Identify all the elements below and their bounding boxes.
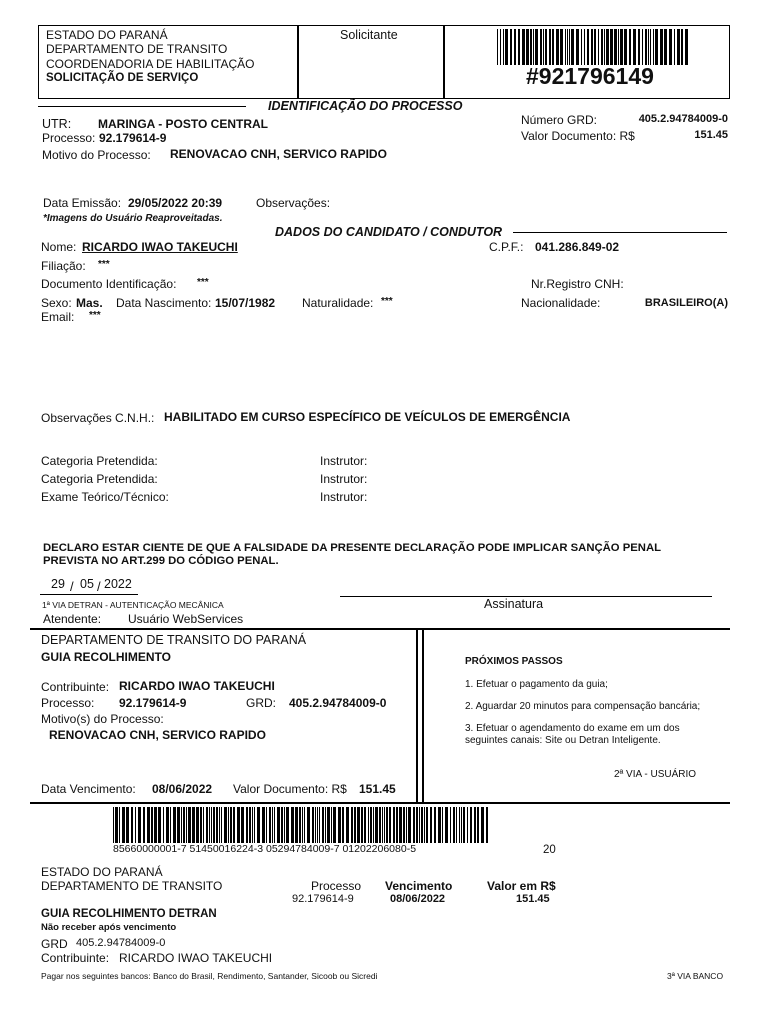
bank-contributor-value: RICARDO IWAO TAKEUCHI — [119, 951, 273, 965]
barcode-bar — [196, 807, 199, 843]
barcode-bar — [606, 29, 609, 65]
barcode-bar — [307, 807, 310, 843]
barcode-bar — [530, 29, 532, 65]
barcode-bar — [389, 807, 391, 843]
barcode-bar — [629, 29, 631, 65]
barcode-bar — [413, 807, 415, 843]
barcode-bar — [610, 29, 613, 65]
barcode-bar — [272, 807, 273, 843]
exam-row-instructor: Instrutor: — [320, 490, 368, 504]
barcode-bar — [361, 807, 363, 843]
exam-row-label: Exame Teórico/Técnico: — [41, 490, 169, 504]
barcode-bar — [510, 29, 512, 65]
barcode-bar — [338, 807, 341, 843]
barcode-bar — [228, 807, 229, 843]
barcode-bar — [138, 807, 141, 843]
barcode-bar — [576, 29, 579, 65]
barcode-bar — [543, 29, 544, 65]
next-step-3a: 3. Efetuar o agendamento do exame em um dos — [465, 723, 680, 734]
barcode-suffix: 20 — [543, 844, 556, 856]
barcode-bar — [545, 29, 547, 65]
guide-contributor-value: RICARDO IWAO TAKEUCHI — [119, 679, 275, 693]
birthplace-value: *** — [381, 296, 393, 307]
barcode-bar — [203, 807, 204, 843]
barcode-bar — [445, 807, 448, 843]
barcode-bar — [514, 29, 516, 65]
barcode-bar — [584, 29, 585, 65]
barcode-bar — [434, 807, 436, 843]
barcode-bar — [587, 29, 589, 65]
barcode-bar — [461, 807, 462, 843]
barcode-bar — [143, 807, 145, 843]
doc-value: 151.45 — [694, 129, 728, 141]
barcode-bar — [386, 807, 388, 843]
barcode-bar — [419, 807, 420, 843]
payment-barcode — [113, 807, 489, 843]
barcode-bar — [163, 807, 164, 843]
guide-reasons-label: Motivo(s) do Processo: — [41, 712, 164, 726]
barcode-bar — [342, 807, 344, 843]
cnh-observations-value: HABILITADO EM CURSO ESPECÍFICO DE VEÍCULOS DE EMERGÊNCIA — [164, 410, 571, 424]
barcode-bar — [453, 807, 455, 843]
barcode-bar — [456, 807, 457, 843]
barcode-bar — [463, 807, 465, 843]
date-sep-2: / — [97, 579, 101, 594]
barcode-bar — [650, 29, 651, 65]
sex-value: Mas. — [76, 296, 103, 310]
doc-value-label: Valor Documento: R$ — [521, 129, 635, 143]
barcode-bar — [403, 807, 405, 843]
barcode-bar — [312, 807, 314, 843]
guide-divider-a — [416, 628, 418, 802]
barcode-bar — [216, 807, 218, 843]
date-year: 2022 — [104, 577, 132, 591]
barcode-bar — [430, 807, 432, 843]
requester-label: Solicitante — [340, 28, 398, 42]
attendant-value: Usuário WebServices — [128, 612, 244, 626]
utr-value: MARINGA - POSTO CENTRAL — [98, 117, 268, 131]
barcode-bar — [370, 807, 372, 843]
cpf-value: 041.286.849-02 — [535, 240, 620, 254]
email-label: Email: — [41, 310, 75, 324]
barcode-bar — [442, 807, 443, 843]
barcode-bar — [173, 807, 176, 843]
issue-date-value: 29/05/2022 20:39 — [128, 196, 223, 210]
barcode-bar — [426, 807, 428, 843]
declaration-line-1: DECLARO ESTAR CIENTE DE QUE A FALSIDADE DA PRESENTE DECLARAÇÃO PODE IMPLICAR SANÇÃO PENAL — [43, 542, 662, 554]
barcode-bar — [604, 29, 605, 65]
barcode-bar — [375, 807, 378, 843]
bank-process-value: 92.179614-9 — [292, 893, 354, 905]
barcode-bar — [166, 807, 169, 843]
barcode-bar — [249, 807, 251, 843]
candidate-section-title: DADOS DO CANDIDATO / CONDUTOR — [275, 225, 503, 239]
barcode-bar — [620, 29, 623, 65]
next-step-1: 1. Efetuar o pagamento da guia; — [465, 679, 608, 690]
cpf-label: C.P.F.: — [489, 240, 524, 254]
barcode-bar — [638, 29, 640, 65]
barcode-bar — [135, 807, 136, 843]
bank-value: 151.45 — [516, 893, 550, 905]
header-divider-1 — [297, 25, 299, 99]
barcode-bar — [209, 807, 210, 843]
barcode-bar — [206, 807, 208, 843]
barcode-bar — [262, 807, 265, 843]
barcode-bar — [252, 807, 253, 843]
guide-grd-value: 405.2.94784009-0 — [289, 696, 387, 710]
header-state: ESTADO DO PARANÁ — [46, 28, 168, 42]
barcode-bar — [685, 29, 688, 65]
guide-grd-label: GRD: — [246, 696, 276, 710]
barcode-bar — [552, 29, 554, 65]
barcode-bar — [325, 807, 326, 843]
header-coordination: COORDENADORIA DE HABILITAÇÃO — [46, 57, 255, 71]
barcode-bar — [317, 807, 318, 843]
barcode-bar — [540, 29, 542, 65]
reason-value: RENOVACAO CNH, SERVICO RAPIDO — [170, 147, 387, 161]
barcode-bar — [474, 807, 476, 843]
guide-process-value: 92.179614-9 — [119, 696, 187, 710]
barcode-bar — [315, 807, 316, 843]
barcode-bar — [126, 807, 129, 843]
barcode-bar — [459, 807, 460, 843]
birth-date-label: Data Nascimento: — [116, 296, 212, 310]
barcode-bar — [677, 29, 680, 65]
barcode-bar — [154, 807, 157, 843]
process-value: 92.179614-9 — [99, 131, 167, 145]
header-department: DEPARTAMENTO DE TRANSITO — [46, 42, 228, 56]
banks-note: Pagar nos seguintes bancos: Banco do Brasil, Rendimento, Santander, Sicoob ou Sicredi — [41, 971, 378, 981]
id-doc-label: Documento Identificação: — [41, 277, 177, 291]
category-row-2-instructor: Instrutor: — [320, 472, 368, 486]
email-value: *** — [89, 310, 101, 321]
barcode-bar — [291, 807, 294, 843]
barcode-bar — [396, 807, 398, 843]
barcode-bar — [408, 807, 411, 843]
attendant-label: Atendente: — [43, 612, 102, 626]
top-barcode — [497, 29, 689, 65]
name-label: Nome: — [41, 240, 77, 254]
barcode-bar — [219, 807, 220, 843]
barcode-bar — [581, 29, 582, 65]
barcode-bar — [601, 29, 603, 65]
guide-due-label: Data Vencimento: — [41, 782, 136, 796]
category-row-2-label: Categoria Pretendida: — [41, 472, 158, 486]
barcode-bar — [393, 807, 395, 843]
barcode-bar — [648, 29, 649, 65]
barcode-bar — [655, 29, 658, 65]
barcode-bar — [269, 807, 271, 843]
barcode-bar — [518, 29, 520, 65]
sex-label: Sexo: — [41, 296, 72, 310]
barcode-bar — [211, 807, 212, 843]
bank-grd-label: GRD — [41, 937, 68, 951]
barcode-bar — [333, 807, 336, 843]
barcode-bar — [549, 29, 551, 65]
barcode-bar — [192, 807, 195, 843]
birthplace-label: Naturalidade: — [302, 296, 374, 310]
bank-due-label: Vencimento — [385, 879, 453, 893]
utr-label: UTR: — [42, 117, 72, 131]
barcode-bar — [354, 807, 356, 843]
date-day: 29 — [51, 577, 65, 591]
no-receive-note: Não receber após vencimento — [41, 922, 177, 933]
barcode-bar — [565, 29, 566, 65]
barcode-bar — [399, 807, 402, 843]
barcode-bar — [322, 807, 324, 843]
barcode-bar — [281, 807, 283, 843]
barcode-bar — [346, 807, 349, 843]
reason-label: Motivo do Processo: — [42, 148, 151, 162]
guide-bottom-border — [30, 802, 730, 804]
barcode-bar — [560, 29, 563, 65]
barcode-bar — [406, 807, 407, 843]
barcode-bar — [598, 29, 599, 65]
barcode-bar — [533, 29, 534, 65]
barcode-digits: 85660000001-7 51450016224-3 05294784009-7 01202206080-5 — [113, 843, 417, 855]
barcode-bar — [113, 807, 114, 843]
parents-value: *** — [98, 259, 110, 270]
barcode-bar — [181, 807, 182, 843]
category-row-1-label: Categoria Pretendida: — [41, 454, 158, 468]
barcode-bar — [119, 807, 120, 843]
grd-label: Número GRD: — [521, 113, 598, 127]
barcode-bar — [224, 807, 227, 843]
barcode-bar — [421, 807, 423, 843]
reused-images-note: *Imagens do Usuário Reaproveitadas. — [43, 213, 223, 224]
barcode-bar — [351, 807, 353, 843]
header-doc-type: SOLICITAÇÃO DE SERVIÇO — [46, 72, 199, 84]
barcode-bar — [304, 807, 305, 843]
bank-due-value: 08/06/2022 — [390, 893, 446, 905]
bank-contributor-label: Contribuinte: — [41, 951, 110, 965]
guide-due-value: 08/06/2022 — [152, 782, 213, 796]
barcode-bar — [357, 807, 360, 843]
barcode-bar — [284, 807, 285, 843]
barcode-bar — [535, 29, 538, 65]
barcode-bar — [170, 807, 171, 843]
barcode-bar — [379, 807, 381, 843]
barcode-bar — [221, 807, 222, 843]
barcode-bar — [653, 29, 654, 65]
barcode-bar — [233, 807, 235, 843]
observations-label: Observações: — [256, 196, 331, 210]
cnh-registration-label: Nr.Registro CNH: — [531, 277, 624, 291]
section-rule-left — [38, 106, 246, 107]
barcode-bar — [254, 807, 255, 843]
barcode-bar — [327, 807, 330, 843]
barcode-bar — [438, 807, 441, 843]
bank-process-label: Processo — [311, 879, 362, 893]
barcode-bar — [669, 29, 672, 65]
barcode-bar — [319, 807, 320, 843]
date-sep-1: / — [70, 579, 74, 594]
birth-date-value: 15/07/1982 — [215, 296, 276, 310]
barcode-bar — [481, 807, 484, 843]
barcode-bar — [503, 29, 504, 65]
barcode-bar — [286, 807, 289, 843]
guide-process-label: Processo: — [41, 696, 95, 710]
barcode-bar — [364, 807, 366, 843]
barcode-bar — [200, 807, 202, 843]
guide-title: GUIA RECOLHIMENTO — [41, 650, 172, 664]
barcode-bar — [188, 807, 191, 843]
barcode-bar — [230, 807, 232, 843]
via-1-label: 1ª VIA DETRAN - AUTENTICAÇÃO MECÂNICA — [42, 600, 224, 610]
bank-department: DEPARTAMENTO DE TRANSITO — [41, 879, 223, 893]
barcode-bar — [660, 29, 663, 65]
via-3-label: 3ª VIA BANCO — [667, 971, 724, 981]
bank-grd-value: 405.2.94784009-0 — [76, 937, 166, 949]
barcode-bar — [158, 807, 161, 843]
barcode-bar — [122, 807, 125, 843]
barcode-bar — [569, 29, 570, 65]
date-underline — [40, 594, 138, 595]
guide-value: 151.45 — [359, 782, 396, 796]
bank-value-label: Valor em R$ — [487, 879, 556, 893]
barcode-bar — [213, 807, 215, 843]
barcode-bar — [151, 807, 153, 843]
header-divider-2 — [443, 25, 445, 99]
signature-label: Assinatura — [484, 597, 544, 611]
bank-title: GUIA RECOLHIMENTO DETRAN — [41, 908, 217, 920]
barcode-bar — [331, 807, 332, 843]
next-step-2: 2. Aguardar 20 minutos para compensação bancária; — [465, 701, 701, 712]
barcode-bar — [594, 29, 596, 65]
doc-number: #921796149 — [526, 63, 654, 89]
guide-reasons-value: RENOVACAO CNH, SERVICO RAPIDO — [49, 728, 266, 742]
barcode-bar — [424, 807, 425, 843]
barcode-bar — [477, 807, 479, 843]
process-label: Processo: — [42, 131, 96, 145]
barcode-bar — [567, 29, 568, 65]
barcode-bar — [497, 29, 498, 65]
guide-top-border — [30, 628, 730, 630]
barcode-bar — [266, 807, 267, 843]
barcode-bar — [645, 29, 647, 65]
barcode-bar — [614, 29, 617, 65]
barcode-bar — [522, 29, 525, 65]
barcode-bar — [500, 29, 501, 65]
barcode-bar — [467, 807, 468, 843]
barcode-bar — [274, 807, 275, 843]
barcode-bar — [681, 29, 683, 65]
barcode-bar — [633, 29, 636, 65]
barcode-bar — [277, 807, 280, 843]
next-step-3b: seguintes canais: Site ou Detran Inteligente. — [465, 735, 661, 746]
barcode-bar — [486, 807, 488, 843]
barcode-bar — [373, 807, 374, 843]
declaration-line-2: PREVISTA NO ART.299 DO CÓDIGO PENAL. — [43, 555, 279, 567]
barcode-bar — [186, 807, 187, 843]
barcode-bar — [618, 29, 619, 65]
category-row-1-instructor: Instrutor: — [320, 454, 368, 468]
barcode-bar — [416, 807, 418, 843]
via-2-label: 2ª VIA - USUÁRIO — [614, 769, 697, 780]
barcode-bar — [295, 807, 298, 843]
barcode-bar — [664, 29, 667, 65]
cnh-observations-label: Observações C.N.H.: — [41, 411, 155, 425]
bank-state: ESTADO DO PARANÁ — [41, 865, 163, 879]
barcode-bar — [591, 29, 593, 65]
barcode-bar — [556, 29, 559, 65]
nationality-label: Nacionalidade: — [521, 296, 601, 310]
guide-value-label: Valor Documento: R$ — [233, 782, 347, 796]
issue-date-label: Data Emissão: — [43, 196, 122, 210]
barcode-bar — [571, 29, 574, 65]
grd-value: 405.2.94784009-0 — [638, 113, 728, 125]
barcode-bar — [299, 807, 301, 843]
next-steps-title: PRÓXIMOS PASSOS — [465, 656, 563, 667]
guide-contributor-label: Contribuinte: — [41, 680, 110, 694]
guide-department: DEPARTAMENTO DE TRANSITO DO PARANÁ — [41, 633, 307, 647]
barcode-bar — [131, 807, 133, 843]
guide-divider-b — [422, 628, 424, 802]
barcode-bar — [368, 807, 369, 843]
barcode-bar — [241, 807, 244, 843]
barcode-bar — [642, 29, 643, 65]
barcode-bar — [624, 29, 627, 65]
barcode-bar — [384, 807, 385, 843]
section-rule-right — [513, 232, 727, 233]
barcode-bar — [183, 807, 185, 843]
parents-label: Filiação: — [41, 259, 86, 273]
id-doc-value: *** — [197, 277, 209, 288]
barcode-bar — [470, 807, 472, 843]
barcode-bar — [115, 807, 118, 843]
barcode-bar — [505, 29, 508, 65]
barcode-bar — [177, 807, 180, 843]
date-month: 05 — [80, 577, 94, 591]
nationality-value: BRASILEIRO(A) — [644, 297, 728, 309]
barcode-bar — [147, 807, 150, 843]
barcode-bar — [382, 807, 383, 843]
barcode-bar — [237, 807, 240, 843]
process-section-title: IDENTIFICAÇÃO DO PROCESSO — [268, 99, 463, 113]
barcode-bar — [246, 807, 248, 843]
name-value: RICARDO IWAO TAKEUCHI — [82, 240, 238, 254]
barcode-bar — [674, 29, 675, 65]
barcode-bar — [526, 29, 529, 65]
barcode-bar — [450, 807, 451, 843]
barcode-bar — [257, 807, 260, 843]
barcode-bar — [302, 807, 303, 843]
